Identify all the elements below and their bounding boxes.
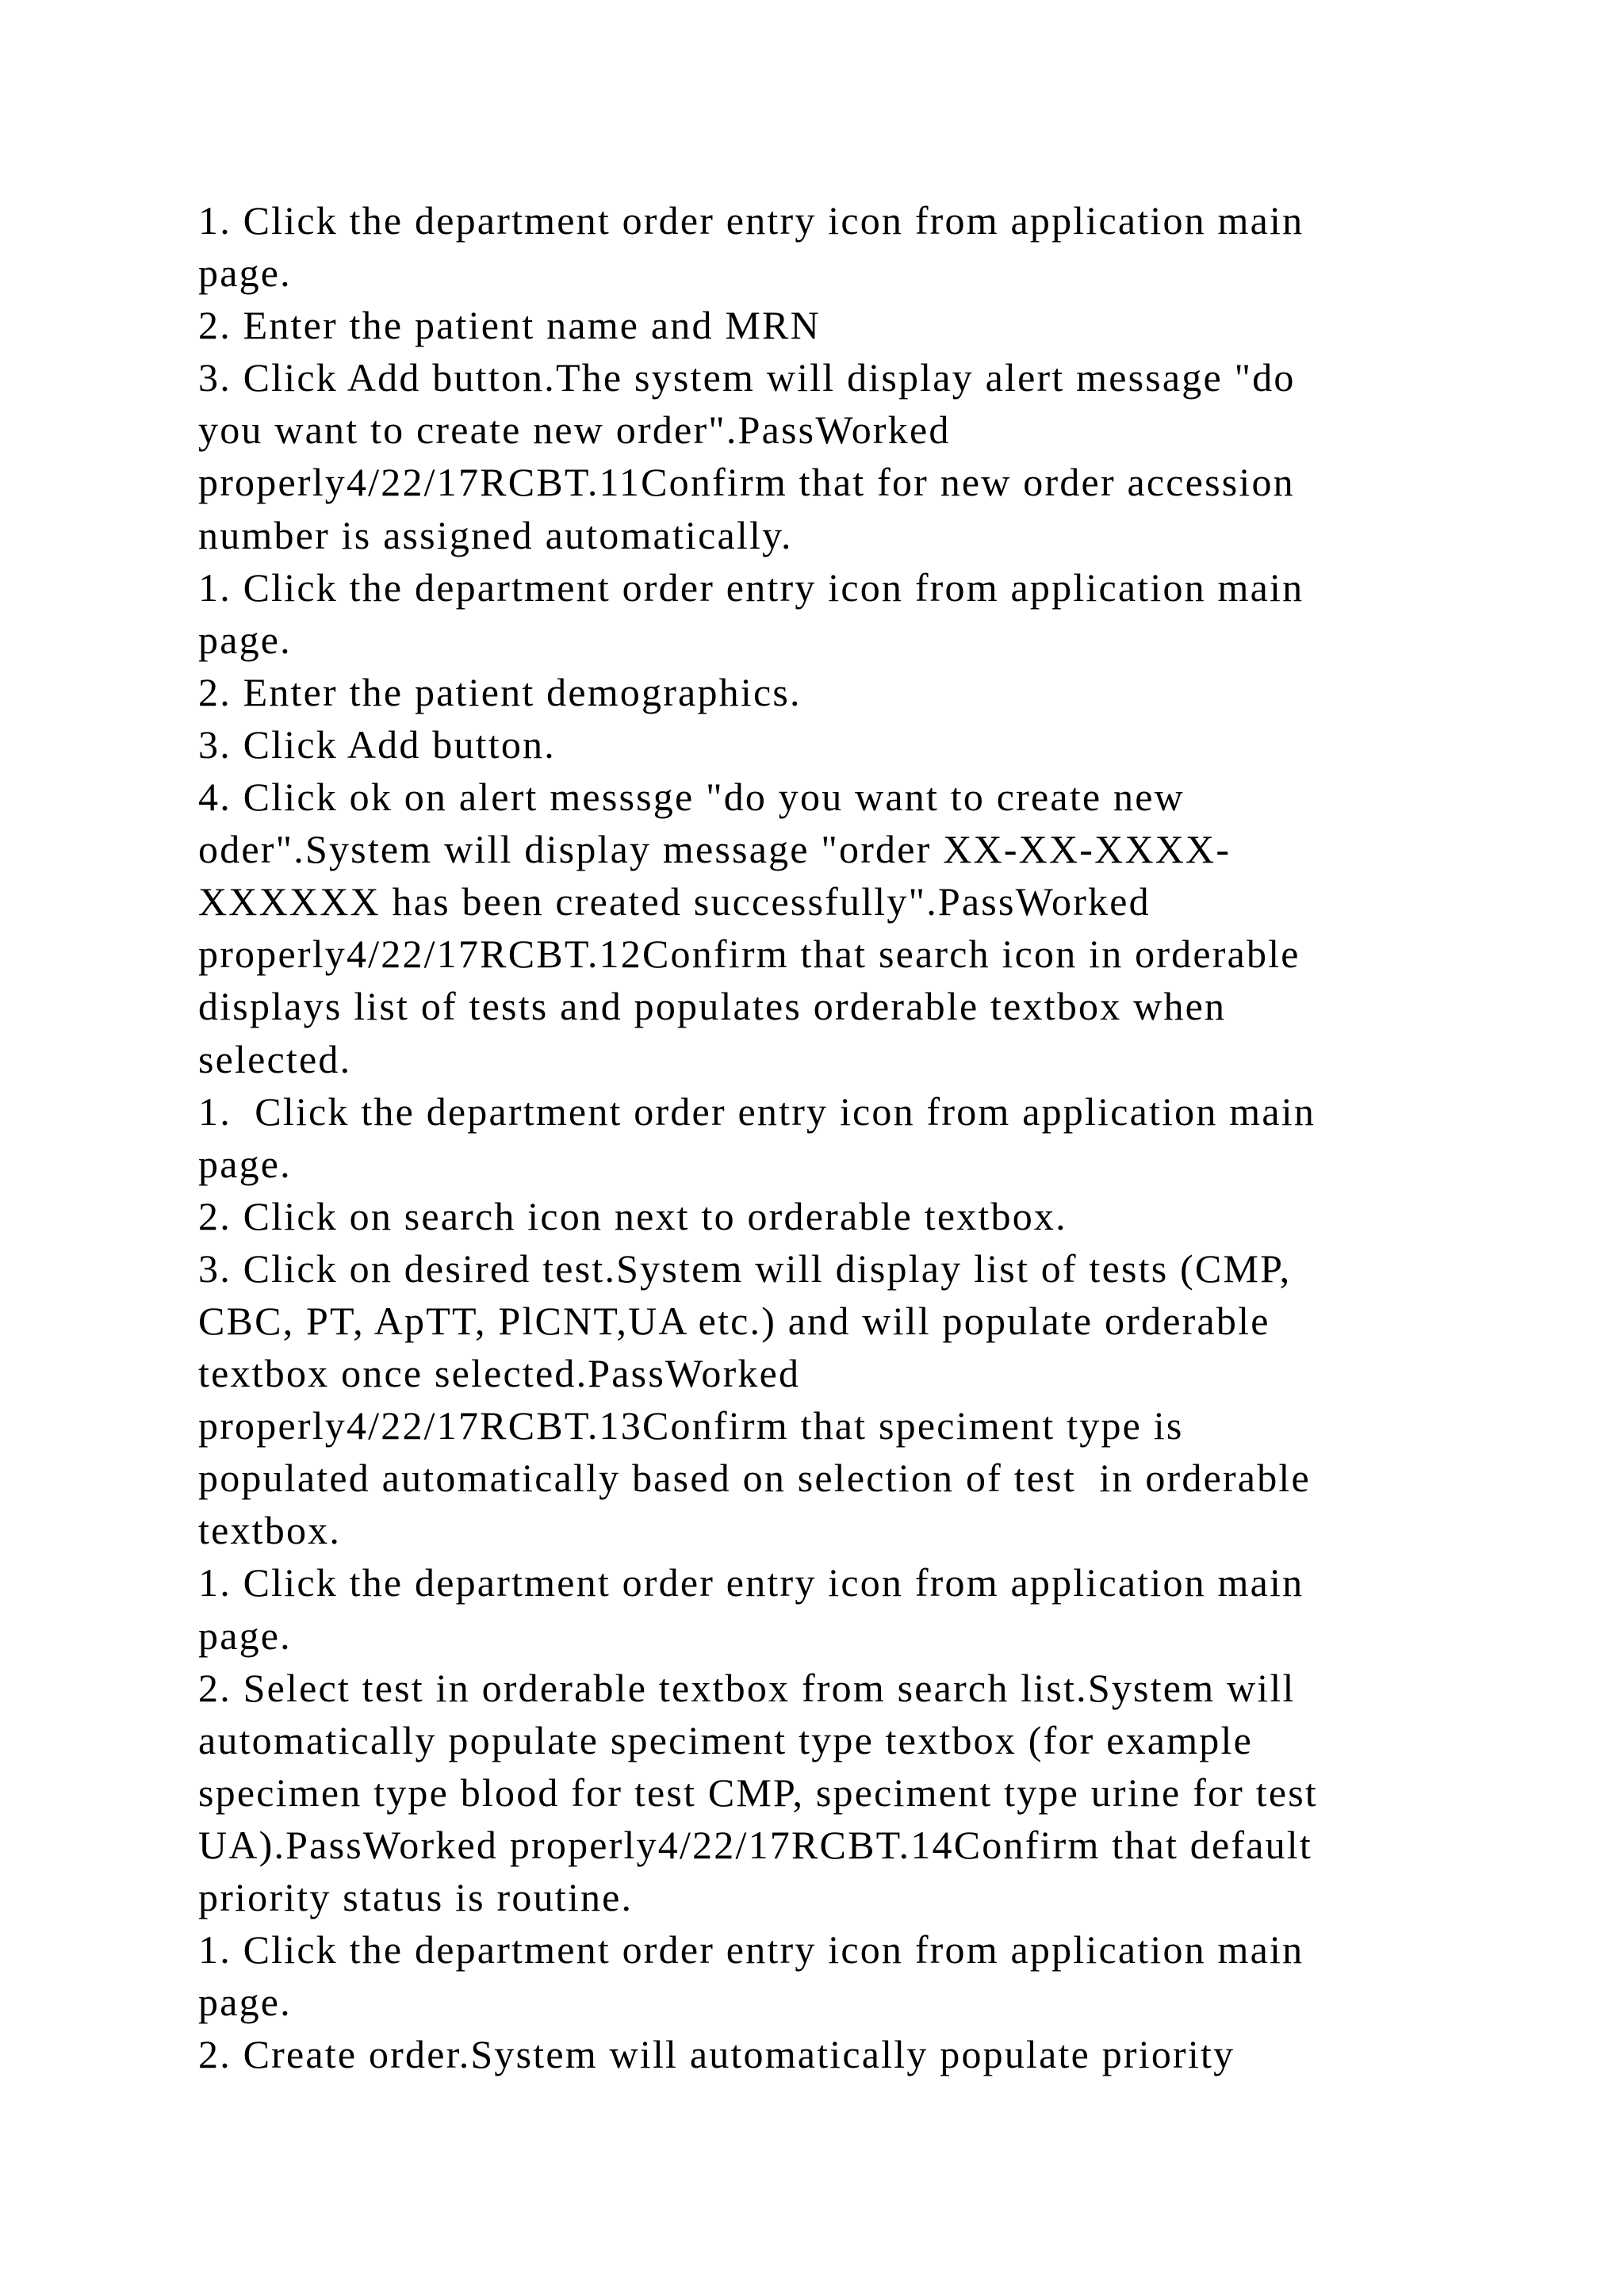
text-line: page. — [198, 1980, 292, 2025]
text-line: properly4/22/17RCBT.13Confirm that speciment type is — [198, 1403, 1184, 1448]
text-line: XXXXXX has been created successfully".PassWorked — [198, 879, 1151, 924]
text-line: displays list of tests and populates orderable textbox when — [198, 984, 1227, 1029]
text-line: selected. — [198, 1036, 352, 1081]
text-line: specimen type blood for test CMP, speciment type urine for test — [198, 1770, 1318, 1815]
text-line: 1. Click the department order entry icon from application main — [198, 198, 1304, 243]
text-line: 2. Enter the patient name and MRN — [198, 303, 821, 348]
document-text — [198, 194, 1530, 2080]
text-line: page. — [198, 1613, 292, 1658]
text-line: 1. Click the department order entry icon from application main — [198, 1089, 1316, 1134]
text-line: 3. Click Add button. — [198, 721, 556, 767]
text-line: 1. Click the department order entry icon from application main — [198, 564, 1304, 610]
text-line: 1. Click the department order entry icon from application main — [198, 1560, 1304, 1605]
text-line: 2. Create order.System will automatically populate priority — [198, 2032, 1235, 2077]
text-line: properly4/22/17RCBT.12Confirm that search icon in orderable — [198, 932, 1300, 977]
text-line: properly4/22/17RCBT.11Confirm that for new order accession — [198, 460, 1295, 505]
text-line: priority status is routine. — [198, 1875, 634, 1919]
text-line: 2. Select test in orderable textbox from search list.System will — [198, 1665, 1296, 1710]
text-line: page. — [198, 617, 292, 662]
text-line: 1. Click the department order entry icon from application main — [198, 1927, 1304, 1973]
text-line: populated automatically based on selection of test in orderable — [198, 1456, 1311, 1501]
text-line: oder".System will display message "order XX-XX-XXXX- — [198, 827, 1231, 872]
text-line: CBC, PT, ApTT, PlCNT,UA etc.) and will populate orderable — [198, 1298, 1270, 1343]
text-line: textbox. — [198, 1508, 342, 1553]
text-line: 2. Click on search icon next to orderable textbox. — [198, 1193, 1067, 1238]
text-line: page. — [198, 251, 292, 296]
text-line: textbox once selected.PassWorked — [198, 1351, 801, 1396]
text-line: automatically populate speciment type textbox (for example — [198, 1717, 1253, 1762]
text-line: 2. Enter the patient demographics. — [198, 669, 802, 714]
text-line: page. — [198, 1141, 292, 1186]
text-line: 3. Click Add button.The system will display alert message "do — [198, 355, 1296, 400]
text-line: number is assigned automatically. — [198, 512, 793, 557]
text-line: 4. Click ok on alert messsge "do you want to create new — [198, 775, 1185, 820]
text-line: UA).PassWorked properly4/22/17RCBT.14Confirm that default — [198, 1822, 1312, 1867]
text-line: 3. Click on desired test.System will display list of tests (CMP, — [198, 1246, 1292, 1291]
text-line: you want to create new order".PassWorked — [198, 408, 951, 453]
